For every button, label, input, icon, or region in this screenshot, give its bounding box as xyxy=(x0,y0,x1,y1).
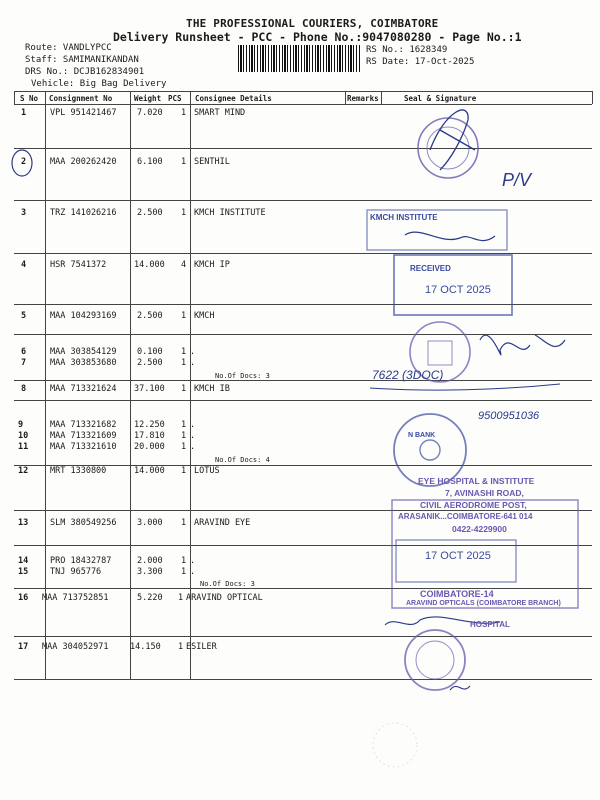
row-sno: 15 xyxy=(18,567,29,577)
row-consignee: . xyxy=(190,420,196,430)
kmch-stamp-text: KMCH INSTITUTE xyxy=(370,213,438,222)
avinashi-stamp-text: 7, AVINASHI ROAD, xyxy=(445,488,524,498)
handwriting-3doc: 7622 (3DOC) xyxy=(372,368,444,382)
row-consignee: KMCH IP xyxy=(194,260,230,270)
row-consignee: . xyxy=(190,567,196,577)
row-consignee: SENTHIL xyxy=(194,157,230,167)
row-weight: 2.500 xyxy=(137,208,163,218)
row-sno: 16 xyxy=(18,593,29,603)
vehicle-label: Vehicle: Big Bag Delivery xyxy=(31,79,167,89)
row-consignment: MAA 713321682 xyxy=(50,420,117,430)
row-sno: 3 xyxy=(21,208,27,218)
row-sno: 2 xyxy=(21,157,27,167)
row-consignee: ARAVIND OPTICAL xyxy=(186,593,263,603)
hospital2-stamp-text: HOSPITAL xyxy=(470,620,510,629)
row-weight: 17.810 xyxy=(134,431,165,441)
row-consignee: . xyxy=(190,347,196,357)
row-sno: 14 xyxy=(18,556,29,566)
date-stamp-2: 17 OCT 2025 xyxy=(425,550,491,562)
row-pcs: 1 xyxy=(181,311,187,321)
row-weight: 2.500 xyxy=(137,311,163,321)
row-consignment: MAA 713321610 xyxy=(50,442,117,452)
row-sno: 8 xyxy=(21,384,27,394)
signature-2 xyxy=(405,232,495,240)
runsheet-subtitle: Delivery Runsheet - PCC - Phone No.:9047080280 - Page No.:1 xyxy=(113,30,522,44)
row-pcs: 1 xyxy=(181,208,187,218)
row-consignment: VPL 951421467 xyxy=(50,108,117,118)
row-pcs: 1 xyxy=(181,567,187,577)
row-consignment: TNJ 965776 xyxy=(50,567,102,577)
row-sno: 11 xyxy=(18,442,29,452)
row-sno: 10 xyxy=(18,431,29,441)
row-consignee: . xyxy=(190,556,196,566)
row-consignment: MRT 1330800 xyxy=(50,466,107,476)
row-sno: 12 xyxy=(18,466,29,476)
row-pcs: 1 xyxy=(181,518,187,528)
row-pcs: 1 xyxy=(178,642,184,652)
cbe-stamp-text: COIMBATORE-14 xyxy=(420,589,494,599)
row-sno: 7 xyxy=(21,358,27,368)
row-consignment: MAA 713752851 xyxy=(42,593,109,603)
doc-count: No.Of Docs: 4 xyxy=(215,456,270,464)
row-consignment: MAA 303853680 xyxy=(50,358,117,368)
col-header-weight: Weight xyxy=(134,94,162,103)
row-consignee: ARAVIND EYE xyxy=(194,518,251,528)
row-weight: 12.250 xyxy=(134,420,165,430)
row-consignee: . xyxy=(190,358,196,368)
row-consignee: LOTUS xyxy=(194,466,220,476)
row-consignee: SMART MIND xyxy=(194,108,246,118)
row-pcs: 1 xyxy=(181,108,187,118)
row-sno: 13 xyxy=(18,518,29,528)
drs-number: DRS No.: DCJB162834901 xyxy=(25,67,145,77)
row-pcs: 1 xyxy=(181,384,187,394)
row-consignee: . xyxy=(190,431,196,441)
row-weight: 2.500 xyxy=(137,358,163,368)
row-sno: 4 xyxy=(21,260,27,270)
round-stamp-3 xyxy=(405,630,465,690)
date-stamp-1: 17 OCT 2025 xyxy=(425,284,491,296)
row-consignment: SLM 380549256 xyxy=(50,518,117,528)
row-consignment: MAA 713321624 xyxy=(50,384,117,394)
row-sno: 6 xyxy=(21,347,27,357)
col-header-seal: Seal & Signature xyxy=(404,94,477,103)
row-consignee: KMCH IB xyxy=(194,384,230,394)
company-title: THE PROFESSIONAL COURIERS, COIMBATORE xyxy=(186,17,439,30)
row-sno: 1 xyxy=(21,108,27,118)
row-consignment: MAA 303854129 xyxy=(50,347,117,357)
row-weight: 37.100 xyxy=(134,384,165,394)
rs-date: RS Date: 17-Oct-2025 xyxy=(366,57,475,67)
row-weight: 5.220 xyxy=(137,593,163,603)
col-header-consignment: Consignment No xyxy=(49,94,113,103)
row-weight: 14.000 xyxy=(134,466,165,476)
col-header-pcs: PCS xyxy=(168,94,182,103)
row-pcs: 1 xyxy=(181,358,187,368)
signature-3 xyxy=(480,335,565,355)
row2-circle-mark xyxy=(12,150,32,176)
row-pcs: 1 xyxy=(181,420,187,430)
row-consignment: HSR 7541372 xyxy=(50,260,107,270)
row-pcs: 1 xyxy=(178,593,184,603)
doc-count: No.Of Docs: 3 xyxy=(215,372,270,380)
row-pcs: 1 xyxy=(181,442,187,452)
row-weight: 2.000 xyxy=(137,556,163,566)
doc-count: No.Of Docs: 3 xyxy=(200,580,255,588)
row-consignee: . xyxy=(190,442,196,452)
row-consignment: MAA 713321609 xyxy=(50,431,117,441)
row-sno: 17 xyxy=(18,642,29,652)
bank-stamp-text: N BANK xyxy=(408,432,436,439)
row-consignment: MAA 304052971 xyxy=(42,642,109,652)
staff-label: Staff: SAMIMANIKANDAN xyxy=(25,55,139,65)
row-sno: 5 xyxy=(21,311,27,321)
rs-number: RS No.: 1628349 xyxy=(366,45,448,55)
col-header-sno: S No xyxy=(20,94,39,103)
col-header-consignee: Consignee Details xyxy=(195,94,272,103)
row-consignee: KMCH INSTITUTE xyxy=(194,208,266,218)
aravind-stamp-text: ARAVIND OPTICALS (COIMBATORE BRANCH) xyxy=(406,600,561,607)
row-pcs: 1 xyxy=(181,431,187,441)
row-pcs: 1 xyxy=(181,347,187,357)
row-pcs: 1 xyxy=(181,556,187,566)
route-label: Route: VANDLYPCC xyxy=(25,43,112,53)
handwriting-pv: P/V xyxy=(502,170,532,190)
col-header-remarks: Remarks xyxy=(347,94,379,103)
row-consignee: KMCH xyxy=(194,311,215,321)
row-weight: 14.150 xyxy=(130,642,161,652)
received-stamp-text: RECEIVED xyxy=(410,264,451,273)
phone-stamp-text: 0422-4229900 xyxy=(452,524,507,534)
row-weight: 3.300 xyxy=(137,567,163,577)
row-weight: 0.100 xyxy=(137,347,163,357)
row-weight: 3.000 xyxy=(137,518,163,528)
row-pcs: 4 xyxy=(181,260,187,270)
hospital-stamp-text: EYE HOSPITAL & INSTITUTE xyxy=(418,476,535,486)
civil-stamp-text: CIVIL AERODROME POST, xyxy=(420,500,527,510)
row-consignee: ESILER xyxy=(186,642,217,652)
row-weight: 6.100 xyxy=(137,157,163,167)
arasan-stamp-text: ARASANIK...COIMBATORE-641 014 xyxy=(398,512,533,521)
row-consignment: TRZ 141026216 xyxy=(50,208,117,218)
row-sno: 9 xyxy=(18,420,24,430)
row-weight: 7.020 xyxy=(137,108,163,118)
row-consignment: MAA 200262420 xyxy=(50,157,117,167)
row-consignment: PRO 18432787 xyxy=(50,556,112,566)
row-pcs: 1 xyxy=(181,466,187,476)
row-weight: 20.000 xyxy=(134,442,165,452)
row-pcs: 1 xyxy=(181,157,187,167)
row-weight: 14.000 xyxy=(134,260,165,270)
handwriting-phone: 9500951036 xyxy=(478,410,540,422)
row-consignment: MAA 104293169 xyxy=(50,311,117,321)
